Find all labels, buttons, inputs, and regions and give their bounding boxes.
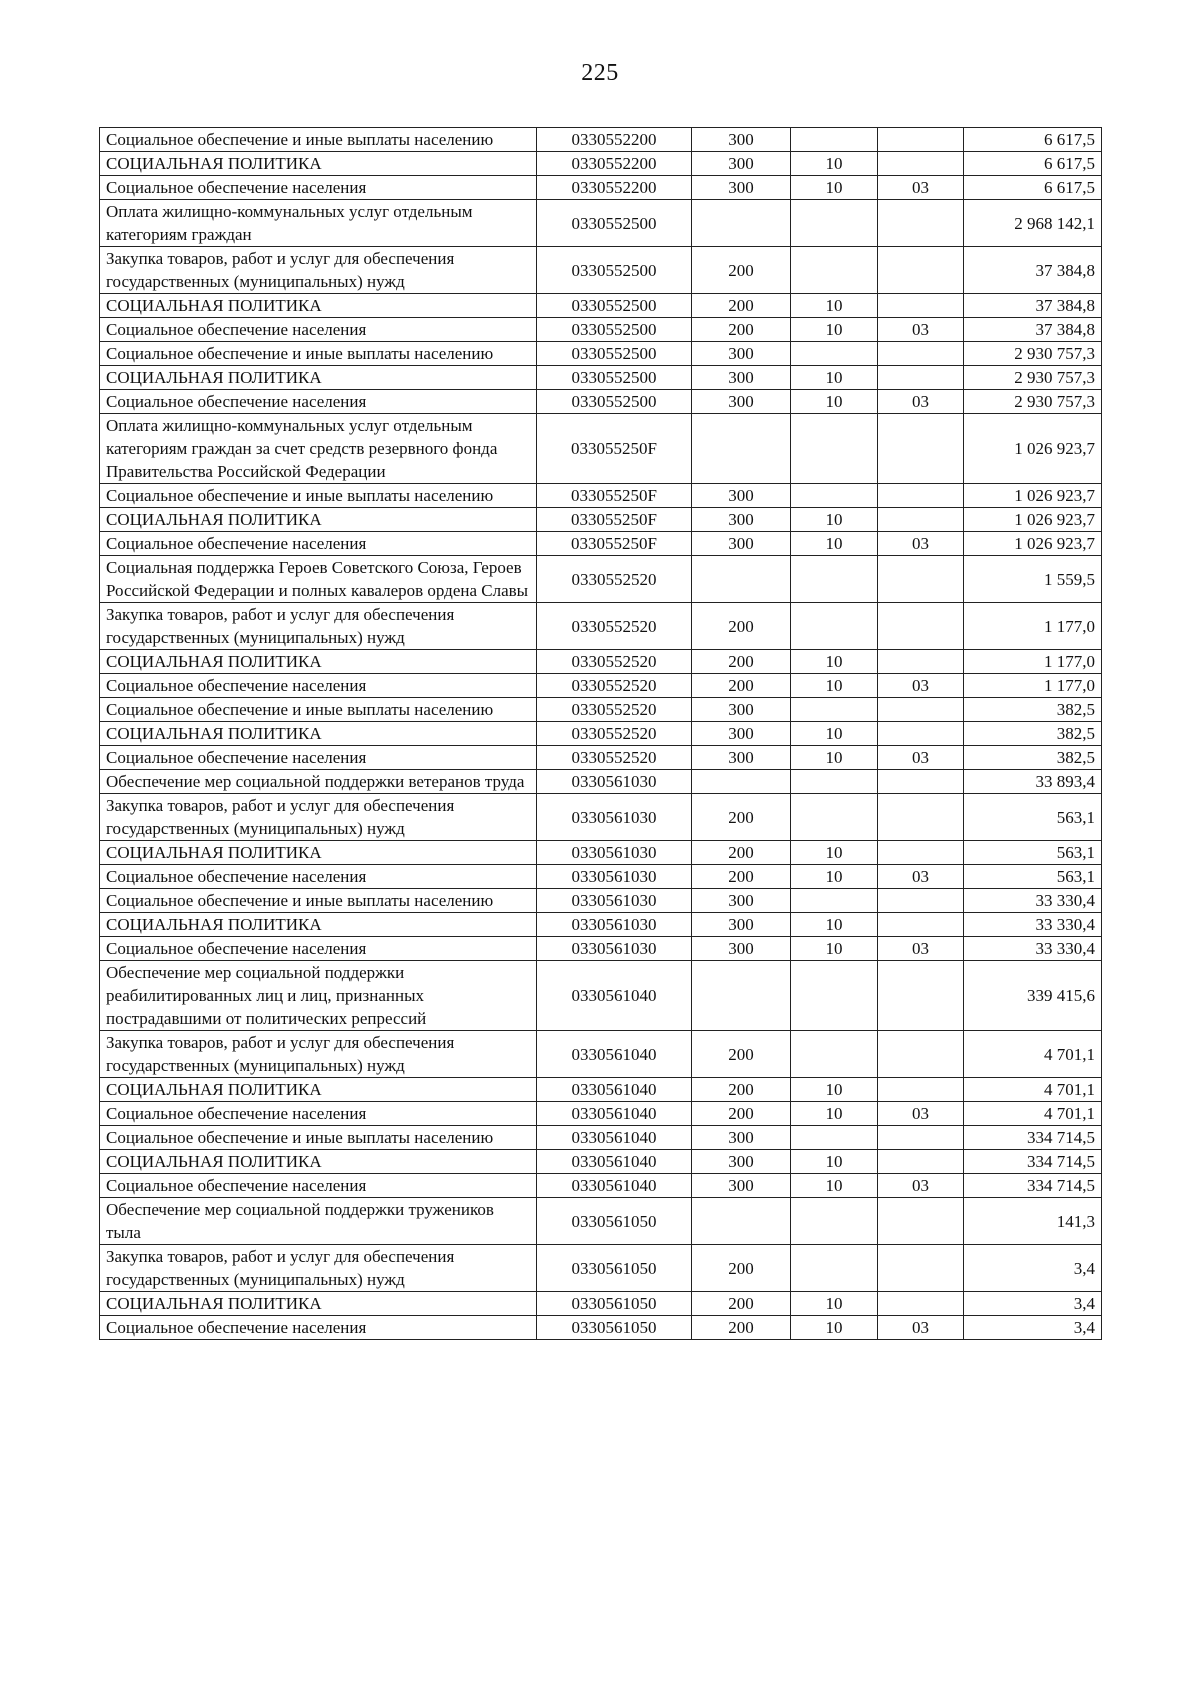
expense-name-cell: Закупка товаров, работ и услуг для обеспечения государственных (муниципальных) нужд xyxy=(100,1031,537,1078)
expense-name-cell: Закупка товаров, работ и услуг для обеспечения государственных (муниципальных) нужд xyxy=(100,794,537,841)
subsection-cell xyxy=(878,698,964,722)
expense-type-cell: 300 xyxy=(692,128,791,152)
table-row xyxy=(100,698,1102,722)
section-cell: 10 xyxy=(791,390,878,414)
subsection-cell xyxy=(878,508,964,532)
section-cell: 10 xyxy=(791,913,878,937)
subsection-cell xyxy=(878,366,964,390)
expense-name-cell: Социальное обеспечение населения xyxy=(100,937,537,961)
section-cell xyxy=(791,200,878,247)
expense-name-cell: СОЦИАЛЬНАЯ ПОЛИТИКА xyxy=(100,366,537,390)
section-cell: 10 xyxy=(791,746,878,770)
amount-cell: 334 714,5 xyxy=(964,1174,1102,1198)
subsection-cell xyxy=(878,889,964,913)
section-cell: 10 xyxy=(791,650,878,674)
section-cell: 10 xyxy=(791,1150,878,1174)
section-cell: 10 xyxy=(791,865,878,889)
expense-type-cell: 200 xyxy=(692,1078,791,1102)
expense-type-cell: 300 xyxy=(692,913,791,937)
expense-name-cell: Социальное обеспечение и иные выплаты населению xyxy=(100,484,537,508)
table-row xyxy=(100,247,1102,294)
expense-type-cell: 300 xyxy=(692,1174,791,1198)
section-cell: 10 xyxy=(791,152,878,176)
amount-cell: 382,5 xyxy=(964,722,1102,746)
table-row xyxy=(100,1150,1102,1174)
subsection-cell xyxy=(878,1126,964,1150)
subsection-cell xyxy=(878,1292,964,1316)
expense-name-cell: Социальное обеспечение населения xyxy=(100,1174,537,1198)
section-cell xyxy=(791,247,878,294)
section-cell: 10 xyxy=(791,722,878,746)
table-row xyxy=(100,889,1102,913)
section-cell xyxy=(791,1245,878,1292)
table-row xyxy=(100,841,1102,865)
target-article-cell: 033055250F xyxy=(537,532,692,556)
table-row xyxy=(100,200,1102,247)
table-row xyxy=(100,414,1102,484)
expense-type-cell: 200 xyxy=(692,603,791,650)
section-cell xyxy=(791,556,878,603)
section-cell: 10 xyxy=(791,1292,878,1316)
expense-type-cell: 300 xyxy=(692,722,791,746)
expense-name-cell: Социальное обеспечение и иные выплаты населению xyxy=(100,342,537,366)
amount-cell: 1 177,0 xyxy=(964,674,1102,698)
subsection-cell: 03 xyxy=(878,532,964,556)
expense-name-cell: Социальное обеспечение населения xyxy=(100,865,537,889)
target-article-cell: 0330552500 xyxy=(537,247,692,294)
expense-type-cell: 200 xyxy=(692,1292,791,1316)
table-row xyxy=(100,484,1102,508)
subsection-cell: 03 xyxy=(878,674,964,698)
expense-type-cell: 200 xyxy=(692,247,791,294)
target-article-cell: 0330561030 xyxy=(537,913,692,937)
expense-type-cell xyxy=(692,961,791,1031)
expense-type-cell: 200 xyxy=(692,318,791,342)
table-row xyxy=(100,1316,1102,1340)
expense-name-cell: СОЦИАЛЬНАЯ ПОЛИТИКА xyxy=(100,841,537,865)
subsection-cell xyxy=(878,913,964,937)
expense-type-cell: 200 xyxy=(692,294,791,318)
amount-cell: 2 930 757,3 xyxy=(964,366,1102,390)
section-cell: 10 xyxy=(791,841,878,865)
expense-name-cell: СОЦИАЛЬНАЯ ПОЛИТИКА xyxy=(100,1292,537,1316)
amount-cell: 33 330,4 xyxy=(964,937,1102,961)
table-row xyxy=(100,152,1102,176)
target-article-cell: 0330552520 xyxy=(537,650,692,674)
target-article-cell: 0330552500 xyxy=(537,390,692,414)
subsection-cell: 03 xyxy=(878,318,964,342)
subsection-cell xyxy=(878,200,964,247)
table-row xyxy=(100,294,1102,318)
target-article-cell: 0330552500 xyxy=(537,294,692,318)
amount-cell: 4 701,1 xyxy=(964,1078,1102,1102)
target-article-cell: 0330552520 xyxy=(537,674,692,698)
table-row xyxy=(100,342,1102,366)
expense-type-cell xyxy=(692,770,791,794)
subsection-cell xyxy=(878,603,964,650)
target-article-cell: 0330552200 xyxy=(537,128,692,152)
expense-type-cell: 300 xyxy=(692,698,791,722)
expense-type-cell: 200 xyxy=(692,1102,791,1126)
target-article-cell: 0330552500 xyxy=(537,318,692,342)
subsection-cell xyxy=(878,247,964,294)
target-article-cell: 0330561040 xyxy=(537,961,692,1031)
target-article-cell: 0330561050 xyxy=(537,1245,692,1292)
amount-cell: 339 415,6 xyxy=(964,961,1102,1031)
section-cell: 10 xyxy=(791,937,878,961)
expense-name-cell: СОЦИАЛЬНАЯ ПОЛИТИКА xyxy=(100,650,537,674)
expense-name-cell: Социальная поддержка Героев Советского Союза, Героев Российской Федерации и полных кавалеров ордена Славы xyxy=(100,556,537,603)
expense-type-cell: 200 xyxy=(692,674,791,698)
table-row xyxy=(100,794,1102,841)
amount-cell: 563,1 xyxy=(964,794,1102,841)
table-row xyxy=(100,865,1102,889)
expense-name-cell: Социальное обеспечение населения xyxy=(100,1316,537,1340)
expense-name-cell: СОЦИАЛЬНАЯ ПОЛИТИКА xyxy=(100,1150,537,1174)
section-cell: 10 xyxy=(791,1316,878,1340)
section-cell xyxy=(791,1126,878,1150)
target-article-cell: 0330561050 xyxy=(537,1316,692,1340)
expense-type-cell: 300 xyxy=(692,508,791,532)
subsection-cell: 03 xyxy=(878,865,964,889)
subsection-cell xyxy=(878,841,964,865)
table-row xyxy=(100,1031,1102,1078)
amount-cell: 4 701,1 xyxy=(964,1031,1102,1078)
expense-name-cell: Обеспечение мер социальной поддержки тружеников тыла xyxy=(100,1198,537,1245)
expense-type-cell: 300 xyxy=(692,176,791,200)
table-row xyxy=(100,603,1102,650)
section-cell: 10 xyxy=(791,1078,878,1102)
expense-type-cell: 300 xyxy=(692,390,791,414)
subsection-cell xyxy=(878,294,964,318)
section-cell: 10 xyxy=(791,674,878,698)
amount-cell: 141,3 xyxy=(964,1198,1102,1245)
amount-cell: 33 330,4 xyxy=(964,913,1102,937)
table-row xyxy=(100,532,1102,556)
target-article-cell: 0330552520 xyxy=(537,722,692,746)
amount-cell: 3,4 xyxy=(964,1316,1102,1340)
amount-cell: 3,4 xyxy=(964,1245,1102,1292)
section-cell xyxy=(791,128,878,152)
target-article-cell: 0330552500 xyxy=(537,366,692,390)
expense-name-cell: Социальное обеспечение населения xyxy=(100,746,537,770)
table-row xyxy=(100,1245,1102,1292)
subsection-cell xyxy=(878,794,964,841)
target-article-cell: 0330552200 xyxy=(537,152,692,176)
amount-cell: 37 384,8 xyxy=(964,318,1102,342)
target-article-cell: 0330561040 xyxy=(537,1174,692,1198)
subsection-cell: 03 xyxy=(878,390,964,414)
table-row xyxy=(100,366,1102,390)
amount-cell: 37 384,8 xyxy=(964,294,1102,318)
section-cell: 10 xyxy=(791,176,878,200)
table-row xyxy=(100,128,1102,152)
subsection-cell xyxy=(878,128,964,152)
target-article-cell: 0330561030 xyxy=(537,937,692,961)
subsection-cell xyxy=(878,556,964,603)
expense-name-cell: Социальное обеспечение и иные выплаты населению xyxy=(100,698,537,722)
target-article-cell: 0330552500 xyxy=(537,200,692,247)
expense-type-cell: 200 xyxy=(692,1031,791,1078)
target-article-cell: 0330552520 xyxy=(537,746,692,770)
amount-cell: 1 177,0 xyxy=(964,603,1102,650)
amount-cell: 382,5 xyxy=(964,746,1102,770)
section-cell: 10 xyxy=(791,532,878,556)
amount-cell: 2 968 142,1 xyxy=(964,200,1102,247)
expense-type-cell: 200 xyxy=(692,841,791,865)
subsection-cell: 03 xyxy=(878,1316,964,1340)
target-article-cell: 0330561040 xyxy=(537,1031,692,1078)
table-row xyxy=(100,318,1102,342)
target-article-cell: 0330552520 xyxy=(537,603,692,650)
subsection-cell xyxy=(878,414,964,484)
section-cell xyxy=(791,961,878,1031)
target-article-cell: 0330561030 xyxy=(537,794,692,841)
target-article-cell: 0330552200 xyxy=(537,176,692,200)
target-article-cell: 0330561040 xyxy=(537,1150,692,1174)
target-article-cell: 0330552500 xyxy=(537,342,692,366)
target-article-cell: 0330552520 xyxy=(537,698,692,722)
section-cell: 10 xyxy=(791,508,878,532)
page-number: 225 xyxy=(581,60,619,86)
subsection-cell: 03 xyxy=(878,1102,964,1126)
table-row xyxy=(100,556,1102,603)
expense-type-cell xyxy=(692,556,791,603)
budget-table xyxy=(99,127,1102,1340)
expense-name-cell: СОЦИАЛЬНАЯ ПОЛИТИКА xyxy=(100,508,537,532)
target-article-cell: 0330561040 xyxy=(537,1126,692,1150)
expense-name-cell: СОЦИАЛЬНАЯ ПОЛИТИКА xyxy=(100,152,537,176)
expense-name-cell: Социальное обеспечение населения xyxy=(100,674,537,698)
target-article-cell: 033055250F xyxy=(537,484,692,508)
amount-cell: 37 384,8 xyxy=(964,247,1102,294)
target-article-cell: 0330561030 xyxy=(537,889,692,913)
target-article-cell: 033055250F xyxy=(537,508,692,532)
subsection-cell xyxy=(878,770,964,794)
expense-name-cell: Социальное обеспечение и иные выплаты населению xyxy=(100,1126,537,1150)
expense-type-cell xyxy=(692,200,791,247)
expense-type-cell: 300 xyxy=(692,484,791,508)
expense-type-cell: 300 xyxy=(692,937,791,961)
expense-name-cell: Обеспечение мер социальной поддержки реабилитированных лиц и лиц, признанных пострадавшими от политических репрессий xyxy=(100,961,537,1031)
amount-cell: 1 177,0 xyxy=(964,650,1102,674)
target-article-cell: 0330561040 xyxy=(537,1102,692,1126)
section-cell: 10 xyxy=(791,1102,878,1126)
expense-type-cell: 200 xyxy=(692,1316,791,1340)
target-article-cell: 0330552520 xyxy=(537,556,692,603)
section-cell xyxy=(791,794,878,841)
expense-name-cell: Социальное обеспечение населения xyxy=(100,1102,537,1126)
expense-type-cell: 300 xyxy=(692,746,791,770)
section-cell xyxy=(791,414,878,484)
target-article-cell: 0330561040 xyxy=(537,1078,692,1102)
expense-name-cell: СОЦИАЛЬНАЯ ПОЛИТИКА xyxy=(100,1078,537,1102)
expense-name-cell: Социальное обеспечение и иные выплаты населению xyxy=(100,889,537,913)
subsection-cell xyxy=(878,1150,964,1174)
subsection-cell xyxy=(878,1031,964,1078)
amount-cell: 1 026 923,7 xyxy=(964,414,1102,484)
subsection-cell xyxy=(878,342,964,366)
table-row xyxy=(100,937,1102,961)
subsection-cell: 03 xyxy=(878,176,964,200)
subsection-cell xyxy=(878,1078,964,1102)
table-row xyxy=(100,770,1102,794)
expense-name-cell: СОЦИАЛЬНАЯ ПОЛИТИКА xyxy=(100,722,537,746)
section-cell xyxy=(791,342,878,366)
subsection-cell: 03 xyxy=(878,937,964,961)
target-article-cell: 0330561050 xyxy=(537,1292,692,1316)
expense-name-cell: СОЦИАЛЬНАЯ ПОЛИТИКА xyxy=(100,294,537,318)
subsection-cell xyxy=(878,722,964,746)
section-cell: 10 xyxy=(791,1174,878,1198)
amount-cell: 2 930 757,3 xyxy=(964,390,1102,414)
expense-name-cell: Социальное обеспечение населения xyxy=(100,390,537,414)
target-article-cell: 0330561050 xyxy=(537,1198,692,1245)
section-cell xyxy=(791,1031,878,1078)
amount-cell: 1 026 923,7 xyxy=(964,532,1102,556)
expense-type-cell xyxy=(692,1198,791,1245)
amount-cell: 4 701,1 xyxy=(964,1102,1102,1126)
amount-cell: 6 617,5 xyxy=(964,128,1102,152)
table-row xyxy=(100,722,1102,746)
expense-name-cell: Закупка товаров, работ и услуг для обеспечения государственных (муниципальных) нужд xyxy=(100,603,537,650)
table-row xyxy=(100,508,1102,532)
section-cell xyxy=(791,603,878,650)
expense-name-cell: СОЦИАЛЬНАЯ ПОЛИТИКА xyxy=(100,913,537,937)
target-article-cell: 0330561030 xyxy=(537,841,692,865)
amount-cell: 563,1 xyxy=(964,865,1102,889)
expense-type-cell: 200 xyxy=(692,650,791,674)
expense-type-cell: 300 xyxy=(692,366,791,390)
subsection-cell: 03 xyxy=(878,1174,964,1198)
subsection-cell xyxy=(878,152,964,176)
section-cell xyxy=(791,889,878,913)
table-row xyxy=(100,746,1102,770)
table-row xyxy=(100,674,1102,698)
expense-name-cell: Социальное обеспечение населения xyxy=(100,176,537,200)
table-row xyxy=(100,176,1102,200)
subsection-cell: 03 xyxy=(878,746,964,770)
section-cell xyxy=(791,484,878,508)
expense-type-cell: 300 xyxy=(692,532,791,556)
expense-type-cell: 300 xyxy=(692,889,791,913)
table-row xyxy=(100,1102,1102,1126)
amount-cell: 1 026 923,7 xyxy=(964,484,1102,508)
target-article-cell: 0330561030 xyxy=(537,865,692,889)
amount-cell: 6 617,5 xyxy=(964,176,1102,200)
expense-name-cell: Оплата жилищно-коммунальных услуг отдельным категориям граждан за счет средств резервного фонда Правительства Российской Федерации xyxy=(100,414,537,484)
target-article-cell: 0330561030 xyxy=(537,770,692,794)
section-cell xyxy=(791,698,878,722)
table-row xyxy=(100,1174,1102,1198)
expense-type-cell xyxy=(692,414,791,484)
table-row xyxy=(100,1198,1102,1245)
expense-name-cell: Оплата жилищно-коммунальных услуг отдельным категориям граждан xyxy=(100,200,537,247)
expense-name-cell: Закупка товаров, работ и услуг для обеспечения государственных (муниципальных) нужд xyxy=(100,1245,537,1292)
amount-cell: 334 714,5 xyxy=(964,1126,1102,1150)
subsection-cell xyxy=(878,1198,964,1245)
section-cell xyxy=(791,1198,878,1245)
expense-name-cell: Закупка товаров, работ и услуг для обеспечения государственных (муниципальных) нужд xyxy=(100,247,537,294)
expense-name-cell: Обеспечение мер социальной поддержки ветеранов труда xyxy=(100,770,537,794)
subsection-cell xyxy=(878,484,964,508)
section-cell: 10 xyxy=(791,366,878,390)
expense-type-cell: 200 xyxy=(692,794,791,841)
subsection-cell xyxy=(878,961,964,1031)
amount-cell: 1 026 923,7 xyxy=(964,508,1102,532)
expense-type-cell: 200 xyxy=(692,865,791,889)
expense-type-cell: 300 xyxy=(692,152,791,176)
expense-type-cell: 300 xyxy=(692,1126,791,1150)
subsection-cell xyxy=(878,1245,964,1292)
amount-cell: 2 930 757,3 xyxy=(964,342,1102,366)
section-cell xyxy=(791,770,878,794)
amount-cell: 563,1 xyxy=(964,841,1102,865)
table-row xyxy=(100,1126,1102,1150)
table-row xyxy=(100,1078,1102,1102)
expense-name-cell: Социальное обеспечение населения xyxy=(100,532,537,556)
expense-name-cell: Социальное обеспечение населения xyxy=(100,318,537,342)
amount-cell: 6 617,5 xyxy=(964,152,1102,176)
amount-cell: 382,5 xyxy=(964,698,1102,722)
expense-type-cell: 300 xyxy=(692,1150,791,1174)
table-row xyxy=(100,961,1102,1031)
section-cell: 10 xyxy=(791,318,878,342)
amount-cell: 3,4 xyxy=(964,1292,1102,1316)
amount-cell: 1 559,5 xyxy=(964,556,1102,603)
section-cell: 10 xyxy=(791,294,878,318)
table-row xyxy=(100,390,1102,414)
table-body xyxy=(100,128,1102,1340)
expense-type-cell: 300 xyxy=(692,342,791,366)
amount-cell: 334 714,5 xyxy=(964,1150,1102,1174)
table-row xyxy=(100,650,1102,674)
amount-cell: 33 330,4 xyxy=(964,889,1102,913)
expense-name-cell: Социальное обеспечение и иные выплаты населению xyxy=(100,128,537,152)
target-article-cell: 033055250F xyxy=(537,414,692,484)
expense-type-cell: 200 xyxy=(692,1245,791,1292)
subsection-cell xyxy=(878,650,964,674)
table-row xyxy=(100,1292,1102,1316)
table-row xyxy=(100,913,1102,937)
amount-cell: 33 893,4 xyxy=(964,770,1102,794)
